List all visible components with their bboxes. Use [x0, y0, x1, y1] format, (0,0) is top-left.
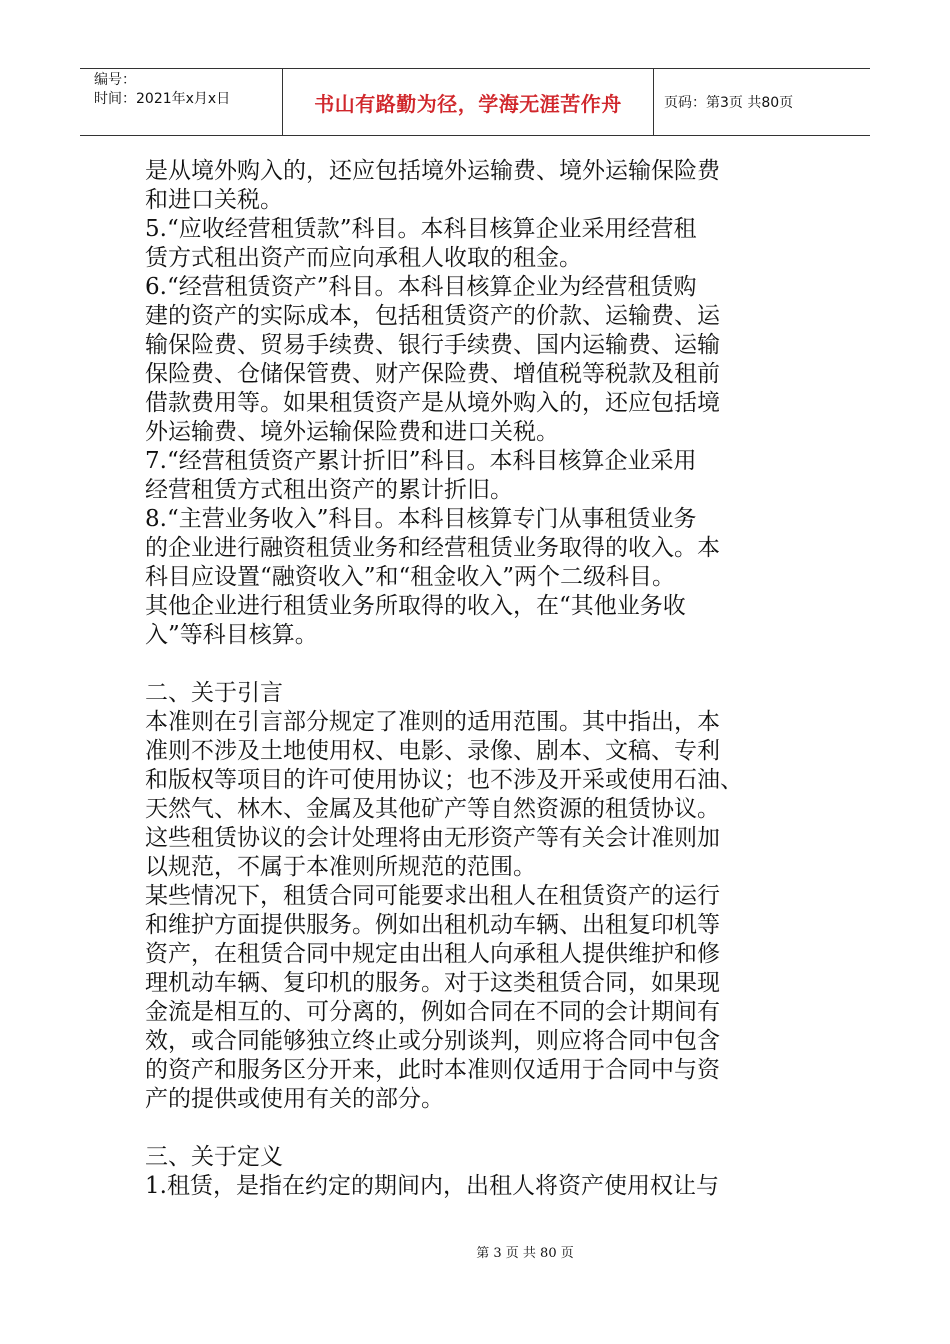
- body-text-line: 其他企业进行租赁业务所取得的收入，在“其他业务收: [145, 593, 686, 619]
- header-meta: [80, 69, 282, 135]
- body-text-line: 资产，在租赁合同中规定由出租人向承租人提供维护和修: [145, 941, 720, 967]
- body-text-line: 经营租赁方式租出资产的累计折旧。: [145, 477, 513, 503]
- body-text-line: 准则不涉及土地使用权、电影、录像、剧本、文稿、专利: [145, 738, 720, 764]
- body-text-line: 的企业进行融资租赁业务和经营租赁业务取得的收入。本: [145, 535, 720, 561]
- body-text-line: 某些情况下，租赁合同可能要求出租人在租赁资产的运行: [145, 883, 720, 909]
- page-footer: 第 3 页 共 80 页: [476, 1246, 574, 1261]
- body-text-line: 是从境外购入的，还应包括境外运输费、境外运输保险费: [145, 158, 720, 184]
- body-text-line: 天然气、林木、金属及其他矿产等自然资源的租赁协议。: [145, 796, 720, 822]
- document-body: [145, 157, 805, 1201]
- body-text-line: 建的资产的实际成本，包括租赁资产的价款、运输费、运: [145, 303, 720, 329]
- body-text-line: 8.“主营业务收入”科目。本科目核算专门从事租赁业务: [145, 506, 697, 532]
- body-text-line: 效，或合同能够独立终止或分别谈判，则应将合同中包含: [145, 1028, 720, 1054]
- body-text-line: 1.租赁，是指在约定的期间内，出租人将资产使用权让与: [145, 1173, 719, 1199]
- blank-line: [145, 1114, 805, 1143]
- body-text-line: 6.“经营租赁资产”科目。本科目核算企业为经营租赁购: [145, 274, 697, 300]
- body-text-line: 金流是相互的、可分离的，例如合同在不同的会计期间有: [145, 999, 720, 1025]
- body-text-line: 保险费、仓储保管费、财产保险费、增值税等税款及租前: [145, 361, 720, 387]
- header-page-info: 页码：第3页 共80页: [664, 95, 794, 111]
- body-text-line: 理机动车辆、复印机的服务。对于这类租赁合同，如果现: [145, 970, 720, 996]
- body-text-line: 产的提供或使用有关的部分。: [145, 1086, 444, 1112]
- body-text-line: 7.“经营租赁资产累计折旧”科目。本科目核算企业采用: [145, 448, 697, 474]
- body-text-line: 本准则在引言部分规定了准则的适用范围。其中指出，本: [145, 709, 720, 735]
- document-number-label: 编号：: [94, 72, 136, 88]
- body-text-line: 以规范，不属于本准则所规范的范围。: [145, 854, 536, 880]
- body-text-line: 的资产和服务区分开来，此时本准则仅适用于合同中与资: [145, 1057, 720, 1083]
- blank-line: [145, 650, 805, 679]
- body-text-line: 赁方式租出资产而应向承租人收取的租金。: [145, 245, 582, 271]
- body-text-line: 和维护方面提供服务。例如出租机动车辆、出租复印机等: [145, 912, 720, 938]
- body-text-line: 输保险费、贸易手续费、银行手续费、国内运输费、运输: [145, 332, 720, 358]
- page-header: [80, 68, 870, 136]
- body-text-line: 借款费用等。如果租赁资产是从境外购入的，还应包括境: [145, 390, 720, 416]
- body-text-line: 5.“应收经营租赁款”科目。本科目核算企业采用经营租: [145, 216, 697, 242]
- body-text-line: 和进口关税。: [145, 187, 283, 213]
- body-text-line: 二、关于引言: [145, 680, 283, 706]
- body-text-line: 三、关于定义: [145, 1144, 283, 1170]
- body-text-line: 和版权等项目的许可使用协议；也不涉及开采或使用石油、: [145, 767, 743, 793]
- body-text-line: 外运输费、境外运输保险费和进口关税。: [145, 419, 559, 445]
- document-time-label: 时间：2021年x月x日: [94, 91, 231, 107]
- body-text-line: 这些租赁协议的会计处理将由无形资产等有关会计准则加: [145, 825, 720, 851]
- body-text-line: 科目应设置“融资收入”和“租金收入”两个二级科目。: [145, 564, 676, 590]
- body-text-line: 入”等科目核算。: [145, 622, 318, 648]
- header-motto: 书山有路勤为径，学海无涯苦作舟: [282, 69, 654, 135]
